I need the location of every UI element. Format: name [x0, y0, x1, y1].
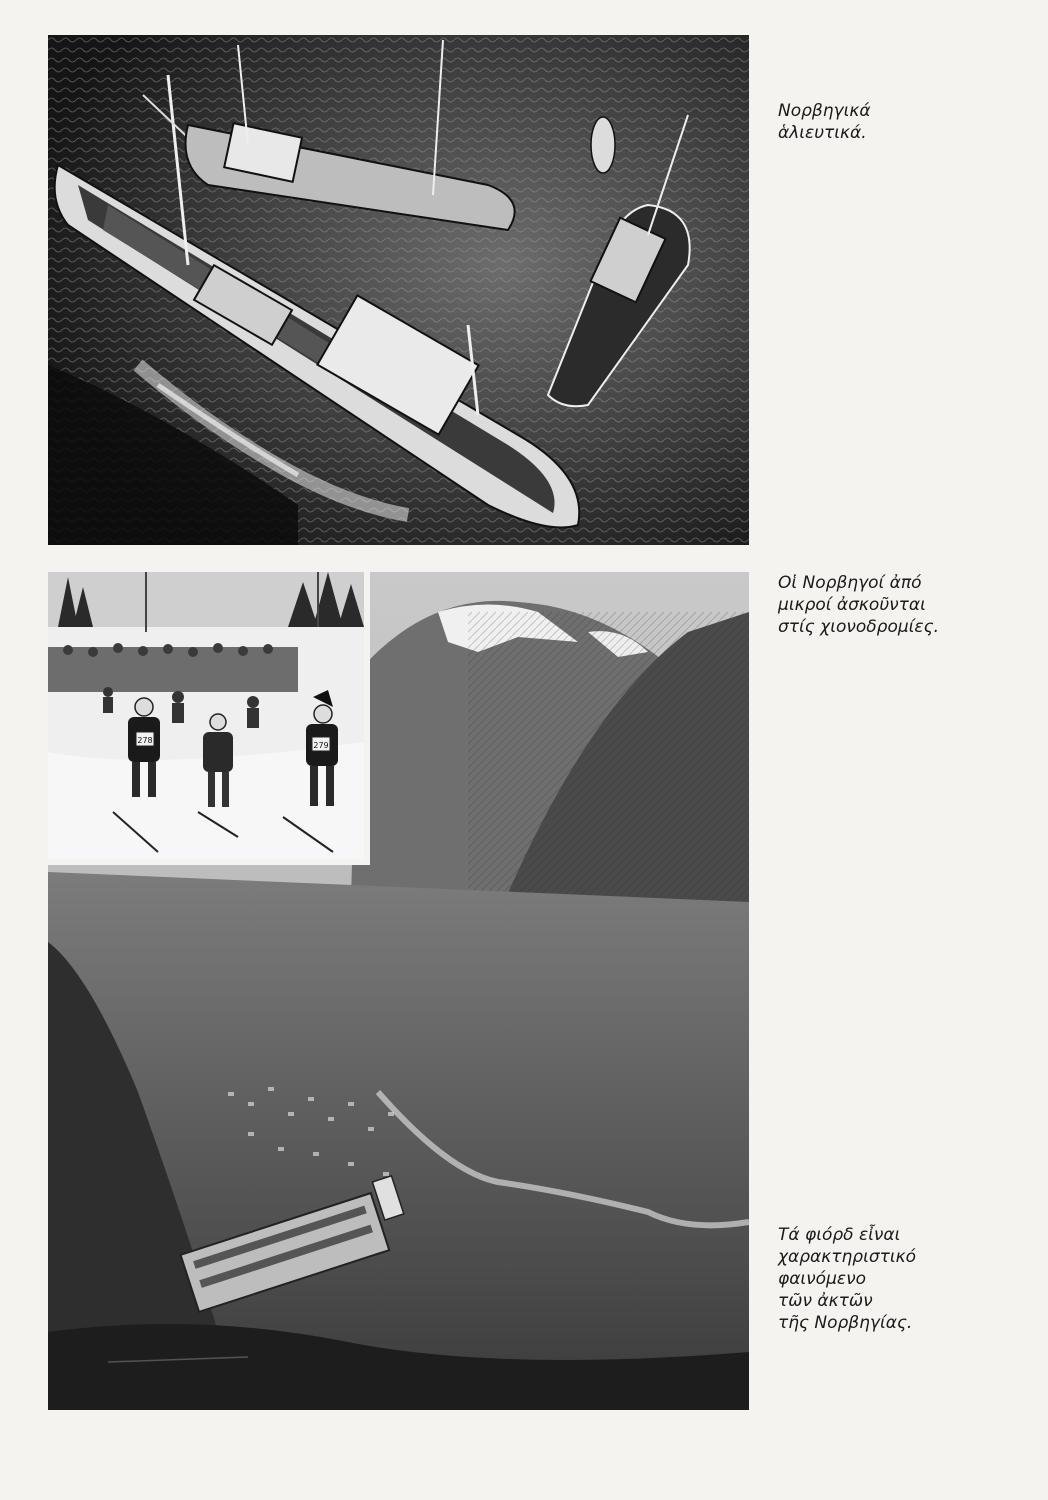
caption-line: Οἱ Νορβηγοί ἀπό	[778, 573, 922, 593]
caption-line: τῆς Νορβηγίας.	[778, 1313, 913, 1333]
caption-line: Τά φιόρδ εἶναι	[778, 1225, 901, 1245]
caption-line: ἁλιευτικά.	[778, 123, 867, 143]
bib-number: 278	[137, 736, 153, 745]
fjord-caption	[778, 1224, 1018, 1334]
caption-line: μικροί ἀσκοῦνται	[778, 595, 926, 615]
bib-number: 279	[313, 741, 329, 750]
caption-line: χαρακτηριστικό	[778, 1247, 917, 1267]
child-skiers-caption	[778, 572, 1018, 638]
child-skiers-photo	[48, 572, 370, 865]
fishing-boats-photo	[48, 35, 749, 545]
fishing-boats-caption	[778, 100, 1018, 144]
caption-line: Νορβηγικά	[778, 101, 871, 121]
caption-line: τῶν ἀκτῶν	[778, 1291, 873, 1311]
caption-line: στίς χιονοδρομίες.	[778, 617, 939, 637]
caption-line: φαινόμενο	[778, 1269, 866, 1289]
